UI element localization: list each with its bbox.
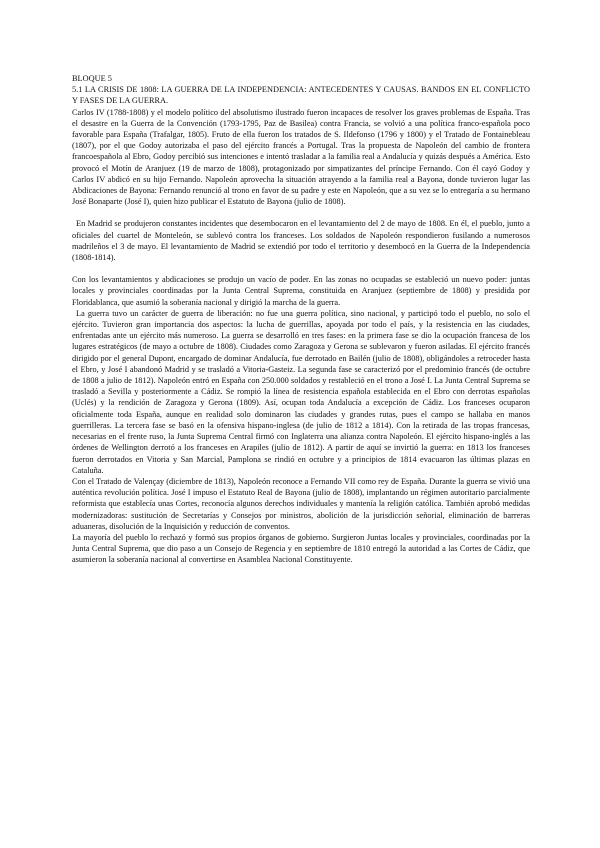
paragraph-background: Carlos IV (1788-1808) y el modelo político del absolutismo ilustrado fueron incapaces de resolver los graves problemas de España. Tras el desastre en la Guerra de la Convención (1793-1795, Paz de Basilea) contra Francia, se volvió a una política franco-española poco favorable para España (Trafalgar, 1805). Fruto de ella fueron los tratados de S. Ildefonso (1796 y 1800) y el Tratado de Fontainebleau (1807), por el que Godoy autorizaba el paso del ejército francés a Portugal. Tras la propuesta de Napoleón del cambio de frontera francoespañola al Ebro, Godoy percibió sus intenciones e intentó trasladar a la familia real a Andalucía y quizás después a América. Esto provocó el Motín de Aranjuez (19 de marzo de 1808), protagonizado por simpatizantes del príncipe Fernando. Con él cayó Godoy y Carlos IV abdicó en su hijo Fernando. Napoleón aprovecha la situación atrayendo a la familia real a Bayona, donde tuvieron lugar las Abdicaciones de Bayona: Fernando renunció al trono en favor de su padre y este en Napoleón, que a su vez se lo entregaría a su hermano José Bonaparte (José I), quien hizo publicar el Estatuto de Bayona (julio de 1808). [72,107,530,207]
paragraph-dos-de-mayo: En Madrid se produjeron constantes incidentes que desembocaron en el levantamiento del 2 de mayo de 1808. En él, el pueblo, junto a oficiales del cuartel de Monteleón, se sublevó contra los franceses. Los soldados de Napoleón respondieron fusilando a numerosos madrileños el 3 de mayo. El levantamiento de Madrid se extendió por todo el territorio y desembocó en la Guerra de la Independencia (1808-1814). [72,219,530,263]
document-body [72,73,530,566]
paragraph-gap [72,207,530,218]
block-heading: BLOQUE 5 [72,74,112,83]
paragraph-juntas: La mayoría del pueblo lo rechazó y formó sus propios órganos de gobierno. Surgieron Juntas locales y provinciales, coordinadas por la Junta Central Suprema, que dio paso a un Consejo de Regencia y en septiembre de 1810 entregó la autoridad a las Cortes de Cádiz, que asumieron la soberanía nacional al convertirse en Asamblea Nacional Constituyente. [72,532,530,565]
section-title: 5.1 LA CRISIS DE 1808: LA GUERRA DE LA INDEPENDENCIA: ANTECEDENTES Y CAUSAS. BANDOS EN EL CONFLICTO Y FASES DE LA GUERRA. [72,85,530,106]
paragraph-war-phases: La guerra tuvo un carácter de guerra de liberación: no fue una guerra política, sino nacional, y participó todo el pueblo, no solo el ejército. Tuvieron gran importancia dos aspectos: la lucha de guerrillas, apoyada por todo el país, y la resistencia en las ciudades, enfrentadas ante un ejército más numeroso. La guerra se desarrolló en tres fases: en la primera fase se dio la ocupación francesa de los lugares estratégicos (de mayo a octubre de 1808). Ciudades como Zaragoza y Gerona se sublevaron y fueron asiladas. El ejército francés dirigido por el general Dupont, encargado de dominar Andalucía, fue derrotado en Bailén (julio de 1808), obligándoles a retroceder hasta el Ebro, y José I abandonó Madrid y se trasladó a Vitoria-Gasteiz. La segunda fase se caracterizó por el predominio francés (de octubre de 1808 a julio de 1812). Napoleón entró en España con 250.000 soldados y restableció en el trono a José I. La Junta Central Suprema se trasladó a Sevilla y posteriormente a Cádiz. Se rompió la línea de resistencia española establecida en el Ebro con derrotas españolas (Uclés) y la rendición de Zaragoza y Gerona (1809). Así, ocupan toda Andalucía a excepción de Cádiz. Los franceses ocuparon oficialmente toda España, aunque en realidad solo dominaron las ciudades y grandes rutas, pues el campo se hallaba en manos guerrilleras. La tercera fase se basó en la ofensiva hispano-inglesa (de julio de 1812 a 1814). Con la retirada de las tropas francesas, necesarias en el frente ruso, la Junta Suprema Central firmó con Inglaterra una alianza contra Napoleón. El ejército hispano-inglés a las órdenes de Wellington derrotó a los franceses en Arapiles (julio de 1812). A partir de aquí se invirtió la guerra: en 1813 los franceses fueron derrotados en Vitoria y San Marcial, Pamplona se rindió en octubre y a principios de 1814 evacuaron las últimas plazas en Cataluña. [72,308,530,475]
paragraph-valencay: Con el Tratado de Valençay (diciembre de 1813), Napoleón reconoce a Fernando VII como rey de España. Durante la guerra se vivió una auténtica revolución política. José I impuso el Estatuto Real de Bayona (julio de 1808), implantando un régimen autoritario parcialmente reformista que establecía unas Cortes, reconocía algunos derechos individuales y mantenía la religión católica. También aprobó medidas modernizadoras: sustitución de Secretarías y Consejos por ministros, abolición de la jurisdicción señorial, eliminación de barreras aduaneras, disolución de la Inquisición y reducción de conventos. [72,476,530,531]
paragraph-gap [72,263,530,274]
paragraph-power-vacuum: Con los levantamientos y abdicaciones se produjo un vacío de poder. En las zonas no ocupadas se estableció un nuevo poder: juntas locales y provinciales coordinadas por la Junta Central Suprema, constituida en Aranjuez (septiembre de 1808) y presidida por Floridablanca, que asumió la soberanía nacional y dirigió la marcha de la guerra. [72,275,530,307]
